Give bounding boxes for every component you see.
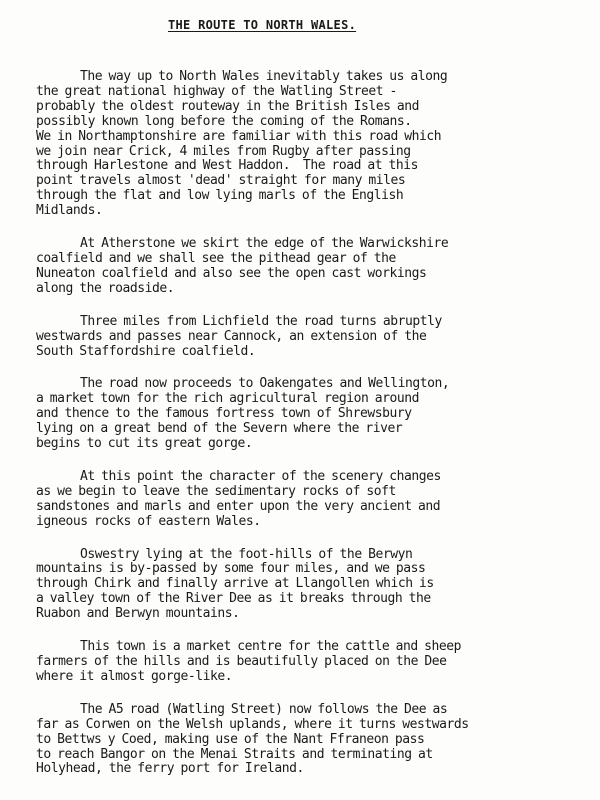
text-line: South Staffordshire coalfield. xyxy=(36,343,256,359)
text-line: as we begin to leave the sedimentary rocks of soft xyxy=(36,483,396,499)
text-line: a market town for the rich agricultural region around xyxy=(36,391,419,407)
text-line: where it almost gorge-like. xyxy=(36,668,233,684)
text-line: igneous rocks of eastern Wales. xyxy=(36,513,261,529)
text-line: and thence to the famous fortress town of Shrewsbury xyxy=(36,406,412,422)
text-line: Nuneaton coalfield and also see the open cast workings xyxy=(36,265,427,281)
text-line: the great national highway of the Watling Street - xyxy=(36,83,397,99)
text-line: This town is a market centre for the cattle and sheep xyxy=(80,639,461,655)
text-line: Ruabon and Berwyn mountains. xyxy=(36,606,240,622)
text-line: The way up to North Wales inevitably takes us along xyxy=(80,69,448,84)
paragraph xyxy=(36,703,596,778)
text-line: The A5 road (Watling Street) now follows the Dee as xyxy=(80,701,448,717)
text-line: farmers of the hills and is beautifully placed on the Dee xyxy=(36,654,447,669)
text-line: through the flat and low lying marls of the English xyxy=(36,188,404,204)
paragraph xyxy=(36,548,596,623)
paragraph xyxy=(36,640,596,685)
text-line: mountains is by-passed by some four miles, and we pass xyxy=(36,561,426,577)
text-line: Oswestry lying at the foot-hills of the Berwyn xyxy=(80,546,413,562)
document-body xyxy=(36,70,596,795)
text-line: along the roadside. xyxy=(36,280,175,296)
text-line: We in Northamptonshire are familiar with this road which xyxy=(36,128,442,144)
text-line: Holyhead, the ferry port for Ireland. xyxy=(36,761,304,777)
text-line: through Harlestone and West Haddon. The road at this xyxy=(36,158,418,174)
text-line: to Bettws y Coed, making use of the Nant Ffraneon pass xyxy=(36,731,425,747)
text-line: sandstones and marls and enter upon the very ancient and xyxy=(36,498,441,514)
text-line: At this point the character of the scenery changes xyxy=(80,468,441,484)
text-line: Three miles from Lichfield the road turns abruptly xyxy=(80,313,442,329)
text-line: At Atherstone we skirt the edge of the Warwickshire xyxy=(80,236,449,252)
text-line: probably the oldest routeway in the British Isles and xyxy=(36,98,419,114)
text-line: far as Corwen on the Welsh uplands, where it turns westwards xyxy=(36,716,469,732)
text-line: to reach Bangor on the Menai Straits and terminating at xyxy=(36,746,433,762)
paragraph xyxy=(36,470,596,530)
text-line: Midlands. xyxy=(36,203,103,219)
paragraph xyxy=(36,377,596,452)
paragraph xyxy=(36,70,596,219)
document-title: THE ROUTE TO NORTH WALES. xyxy=(168,18,357,32)
text-line: lying on a great bend of the Severn where the river xyxy=(36,421,403,437)
text-line: point travels almost 'dead' straight for many miles xyxy=(36,173,406,189)
text-line: begins to cut its great gorge. xyxy=(36,436,253,452)
text-line: coalfield and we shall see the pithead gear of the xyxy=(36,250,396,266)
text-line: westwards and passes near Cannock, an extension of the xyxy=(36,328,427,344)
text-line: through Chirk and finally arrive at Llangollen which is xyxy=(36,576,434,592)
text-line: we join near Crick, 4 miles from Rugby after passing xyxy=(36,143,411,159)
text-line: a valley town of the River Dee as it breaks through the xyxy=(36,591,431,607)
paragraph xyxy=(36,237,596,297)
text-line: The road now proceeds to Oakengates and Wellington, xyxy=(80,376,450,392)
paragraph xyxy=(36,315,596,360)
text-line: possibly known long before the coming of the Romans. xyxy=(36,113,412,129)
